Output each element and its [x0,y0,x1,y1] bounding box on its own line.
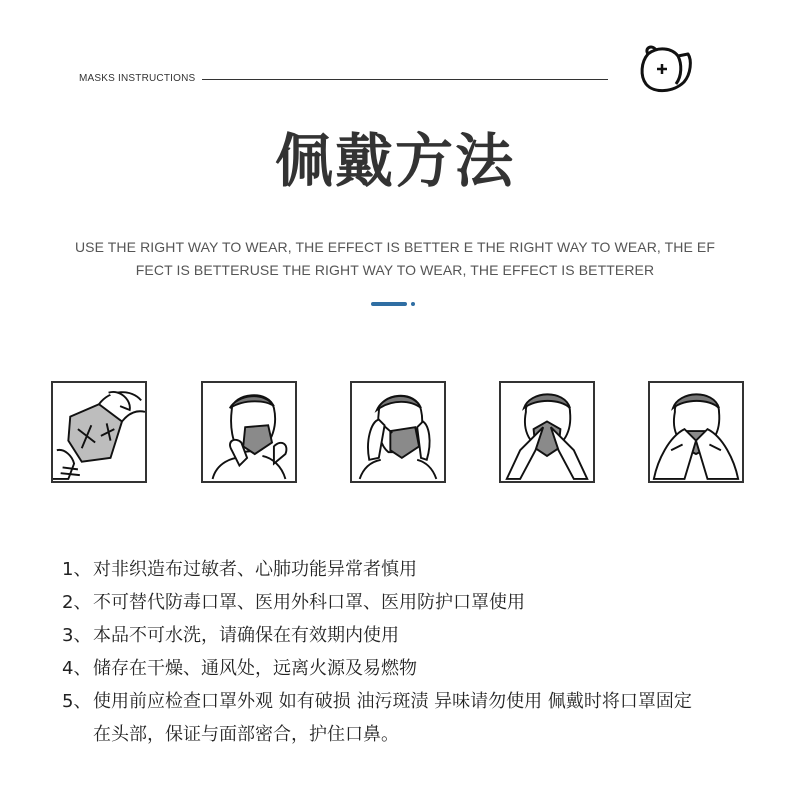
note-number: 5、 [62,691,92,712]
header-divider [202,79,608,80]
note-item [62,553,762,586]
step-5 [648,381,744,483]
step-3 [350,381,446,483]
note-item [62,685,762,751]
note-text: 对非织造布过敏者、心肺功能异常者慎用 [93,559,417,580]
mask-strap-icon [352,383,444,481]
note-number: 2、 [62,592,92,613]
note-item [62,652,762,685]
note-text: 储存在干燥、通风处，远离火源及易燃物 [93,658,417,679]
mask-plus-icon [638,44,694,96]
mask-hold-icon [53,383,145,481]
subtitle-line-1: USE THE RIGHT WAY TO WEAR, THE EFFECT IS BETTER E THE RIGHT WAY TO WEAR, THE EF [74,239,716,255]
page-title: 佩戴方法 [274,127,515,195]
note-item [62,619,762,652]
mask-press-nose-icon [501,383,593,481]
accent-dot [411,302,415,306]
note-number: 3、 [62,625,92,646]
note-item [62,586,762,619]
step-4 [499,381,595,483]
accent-bar [371,302,407,306]
step-2 [201,381,297,483]
usage-notes [62,553,762,751]
header-label: MASKS INSTRUCTIONS [79,73,196,84]
step-1 [51,381,147,483]
note-text: 本品不可水洗，请确保在有效期内使用 [93,625,399,646]
mask-place-icon [203,383,295,481]
note-text: 使用前应检查口罩外观 如有破损 油污斑渍 异味请勿使用 佩戴时将口罩固定 在头部，保证与面部密合，护住口鼻。 [93,691,692,745]
mask-check-seal-icon [650,383,742,481]
subtitle-line-2: FECT IS BETTERUSE THE RIGHT WAY TO WEAR, THE EFFECT IS BETTERER [135,262,655,278]
note-number: 1、 [62,559,92,580]
note-number: 4、 [62,658,92,679]
note-text: 不可替代防毒口罩、医用外科口罩、医用防护口罩使用 [93,592,525,613]
